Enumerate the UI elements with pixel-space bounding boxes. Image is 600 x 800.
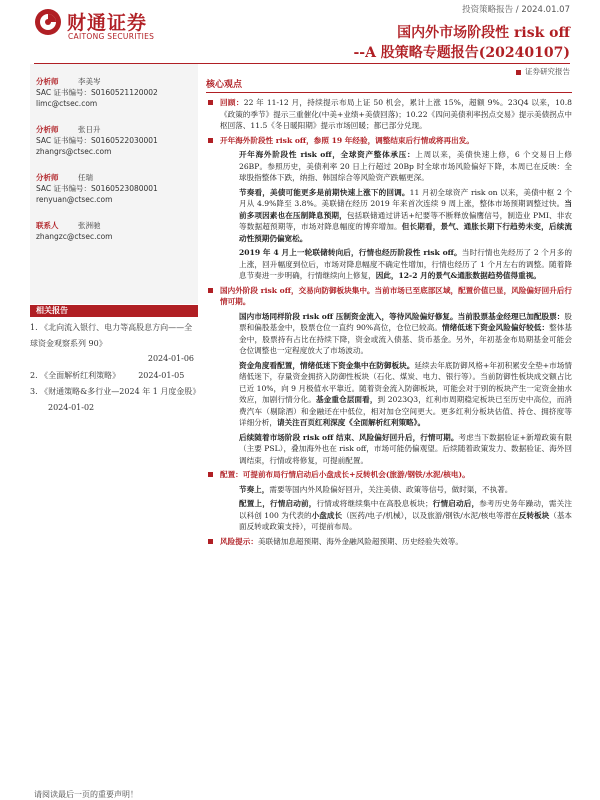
square-bullet-icon [516,70,521,75]
paragraph-text: 到 2023Q3，红利市周期稳定板块已至历史中高位，而消费汽车（剔除酒）和金融还在中低位，相对加仓空间更大。更多红利分板块估值、持仓、拥挤度等详细分析， [239,395,573,427]
contact-card [36,220,112,242]
company-logo [34,6,184,44]
logo-chinese-name: 财通证券 [67,12,148,34]
square-bullet-icon [208,539,213,544]
analyst-email[interactable]: renyuan@ctsec.com [36,195,113,204]
paragraph-text: 需要等国内外风险偏好回升，关注美债、政策等信号，做时渠，不执著。 [269,484,513,494]
analyst-role: 分析师 [36,125,59,134]
analyst-card [36,124,158,157]
related-report-title[interactable]: 1. 《北向流入银行、电力等高股息方向——全球资金观察系列 90》 [30,323,193,348]
related-report-date: 2024-01-05 [138,370,185,380]
square-bullet-icon [208,472,213,477]
square-bullet-icon [208,138,213,143]
related-reports-list [30,320,201,416]
body-paragraph [206,498,572,533]
cert-number: S0160523080001 [91,184,158,193]
paragraph-emphasis: 行情启动后， [432,499,480,508]
analyst-email[interactable]: limc@ctsec.com [36,99,98,108]
body-paragraph [206,484,572,496]
core-views-heading: 核心观点 [206,77,572,93]
analyst-role: 分析师 [36,77,59,86]
paragraph-text: （基本面反转或政策支持），可提前布局。 [239,510,573,531]
logo-english-name: CAITONG SECURITIES [68,32,155,41]
body-paragraph [206,360,572,429]
paragraph-lead: 国内市场同样阶段 risk off 压制资金流入，等待风险偏好修复。当前股票基金经理已加配股票： [239,311,565,321]
paragraph-text: 11 月初全球资产 risk on 以来，美债中枢 2 个月从 4.9%降至 3.8%。美联储在经历 2019 年来首次连续 9 周上涨，整体市场预期调整过快。 [239,187,573,208]
key-point-text: 配置：可提前布局行情启动后小盘成长+反转机会(旅游/钢铁/水泥/核电)。 [220,470,470,479]
square-bullet-icon [208,288,213,293]
key-point-text: 国内外阶段 risk off，交易向防御板块集中。当前市场已至底部区域，配置价值已显，风险偏好回升后行情可期。 [220,285,572,306]
key-point-text: 开年海外阶段性 risk off，参照 19 年经验，调整结束后行情或将再出发。 [220,135,474,145]
paragraph-lead: 2019 年 4 月上一轮联储转向后，行情也经历阶段性 risk off。 [239,248,462,257]
paragraph-text: 考虑当下数据验证+新增政策有限（主要 PSL），叠加海外也在 risk off，市场可能仍偏观望。后续随着政策发力、数据验证、海外回调结束，行情或将修复，可提前配置。 [239,432,572,465]
related-report-title[interactable]: 3. 《财通策略&多行业—2024 年 1 月度金股》 [30,387,201,396]
paragraph-emphasis: 基金重仓层面看， [315,395,378,404]
paragraph-text: 参考历史务年躁动，需关注以科创 100 为代表的 [239,499,573,520]
paragraph-lead: 后续随着市场阶段 risk off 结束、风险偏好回升后，行情可期。 [239,432,459,442]
cert-label: SAC 证书编号： [36,136,92,145]
analyst-role: 分析师 [36,173,59,182]
related-report-title[interactable]: 2. 《全面解析红利策略》 [30,370,121,380]
analyst-card [36,172,158,205]
paragraph-text: 当时行情也先经历了 2 个月多的上涨，回升幅度到位后，市场对降息幅度不确定性增加，行情也经历了 1 个月左右的调整。随着降息节奏进一步明确，行情继续向上修复， [239,248,572,280]
report-title-line1: 国内外市场阶段性 risk off [397,25,570,41]
paragraph-emphasis: 小盘成长 [311,510,343,520]
review-paragraph [206,97,572,132]
analyst-name: 张日升 [78,125,101,134]
analyst-card [36,76,158,109]
contact-email[interactable]: zhangzc@ctsec.com [36,232,113,241]
related-report-item[interactable] [30,320,198,367]
related-report-date: 2024-01-06 [147,354,194,363]
paragraph-lead: 配置上，行情启动前， [239,499,317,508]
key-point-heading [206,469,572,481]
review-label: 回顾： [220,98,244,107]
cert-number: S0160521120002 [91,88,158,97]
related-report-item[interactable] [30,368,198,384]
related-report-date: 2024-01-02 [48,402,95,412]
body-paragraph [206,432,572,467]
key-point-heading [206,135,572,147]
paragraph-lead: 开年海外阶段性 risk off，全球资产整体承压： [239,150,416,159]
body-paragraph [206,149,572,184]
paragraph-emphasis: 情绪低迷下资金风险偏好较低： [442,323,550,332]
analyst-name: 任瑞 [78,173,93,182]
related-report-item[interactable] [30,384,201,415]
paragraph-text: 上周以来，美债快速上修，6 个交易日上修 26BP。参照历史，美债利率 20 日上行超过 20Bp 时全球市场风险偏好下降，本周已在反映：全球股指整体下跌，纳指、韩国综合等风险资产跌幅更深。 [239,150,572,182]
review-text: 22 年 11-12 月，持续提示布局上证 50 机会，累计上涨 15%，超额 9%。23Q4 以来，10.8《政策的季节》提示三重催化(中美+业绩+美债回落)；10.22《四问美债利率拐点交易》提示美债拐点中枢回落、11.5《冬日暖阳期》提示市场回暖；都已部分兑现。 [220,98,573,130]
paragraph-emphasis: 请关注百页红利深度《全面解析红利策略》。 [276,418,426,427]
risk-warning [206,536,572,548]
body-paragraph [206,247,572,282]
risk-text: 美联储加息超预期、海外金融风险超预期、历史经验失效等。 [257,536,463,546]
paragraph-lead: 节奏看，美债可能更多是前期快速上涨下的回调。 [239,187,410,197]
risk-label: 风险提示： [220,536,258,546]
paragraph-emphasis: 因此，12-2 月的景气&通胀数据趋势值得重视。 [375,271,541,280]
paragraph-emphasis: 当前多项因素也在压制降息预期， [239,199,572,220]
body-paragraph [206,187,572,245]
body-paragraph [206,311,572,357]
cert-label: SAC 证书编号： [36,88,92,97]
paragraph-lead: 资金角度看配置，情绪低迷下资金集中在防御板块。 [239,360,415,370]
main-content [206,77,572,550]
paragraph-text: 整体基金中，股票持有占比在持续下降，资金或流入债基、货币基金。另外，年初基金布局期基金可能会仓位调整也一定程度放大了市场波动。 [239,323,573,355]
paragraph-text: 行情或将继续集中在高股息板块； [316,499,433,508]
footer-disclaimer: 请阅读最后一页的重要声明！ [34,790,138,799]
report-type-text: 证券研究报告 [525,67,570,76]
paragraph-emphasis: 但长期看，景气、通胀长期下行趋势未变，后续流动性预期仍偏宽松。 [239,222,572,243]
contact-role: 联系人 [36,221,59,230]
analyst-name: 李美岑 [78,77,101,86]
cert-label: SAC 证书编号： [36,184,92,193]
report-type-label [516,66,570,77]
paragraph-text: 延续去年底防御风格+年初积累安全垫+市场情绪低迷下，存量资金拥挤入防御性板块（石化、煤炭、电力、银行等）。当前防御性板块成交额占比已近 10%，向 9 月极值水平靠近。随着资金流入防御板块，可能会对于别的板块产生一定资金抽水效应，加剧行情分化。 [239,360,572,404]
key-point-heading [206,285,572,308]
paragraph-text: 包括联储通过讲话+纪要等不断释放偏鹰信号，制造业 PMI、非农等数据超预期等，市场对降息幅度的博弈增加。 [239,210,572,231]
paragraph-lead: 节奏上， [239,484,270,494]
related-reports-heading: 相关报告 [30,305,198,317]
square-bullet-icon [208,100,213,105]
caitong-logo-icon [34,8,62,36]
paragraph-text: （医药/电子/机械），以及旅游/钢铁/水泥/核电等潜在 [342,510,519,520]
report-meta: 投资策略报告 / 2024.01.07 [462,5,570,15]
analyst-email[interactable]: zhangrs@ctsec.com [36,147,112,156]
report-title-line2: --A 股策略专题报告(20240107) [353,45,570,61]
cert-number: S0160522030001 [91,136,158,145]
paragraph-emphasis: 反转板块 [518,510,550,520]
paragraph-text: 股票和偏股基金中，股票仓位一直约 90%高位，仓位已较高。 [239,311,572,332]
contact-name: 张洲驰 [78,221,101,230]
